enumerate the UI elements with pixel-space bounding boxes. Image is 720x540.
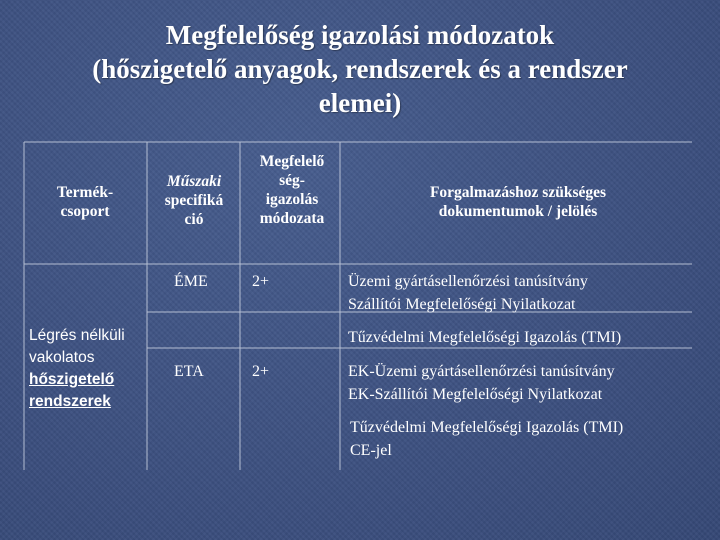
ce-mark-label: CE-jel	[350, 442, 392, 459]
page-title	[40, 18, 680, 120]
product-group-label: Légrés nélküli vakolatos hőszigetelő rendszerek	[29, 327, 125, 410]
row-eme-mode: 2+	[252, 273, 270, 290]
row-fire-cert-2: Tűzvédelmi Megfelelőségi Igazolás (TMI) CE-jel	[350, 416, 694, 462]
row-eta-spec: ETA	[174, 363, 204, 380]
row-eta-mode: 2+	[252, 363, 270, 380]
row-fire-cert-1: Tűzvédelmi Megfelelőségi Igazolás (TMI)	[348, 329, 622, 346]
title-line-1: Megfelelőség igazolási módozatok	[165, 20, 555, 50]
header-technical-spec: Műszaki specifiká ció	[164, 173, 224, 228]
title-line-3: elemei)	[318, 88, 402, 118]
row-eta-docs: EK-Üzemi gyártásellenőrzési tanúsítvány EK-Szállítói Megfelelőségi Nyilatkozat	[348, 363, 615, 403]
header-conformity-mode: Megfelelő ség- igazolás módozata	[259, 153, 325, 227]
title-line-2: (hőszigetelő anyagok, rendszerek és a rendszer	[92, 54, 628, 84]
header-product-group: Termék- csoport	[56, 184, 114, 220]
row-eme-docs: Üzemi gyártásellenőrzési tanúsítvány Szállítói Megfelelőségi Nyilatkozat	[348, 273, 588, 313]
row-eme-spec: ÉME	[174, 273, 208, 290]
header-distribution-docs: Forgalmazáshoz szükséges dokumentumok / jelölés	[429, 184, 607, 220]
